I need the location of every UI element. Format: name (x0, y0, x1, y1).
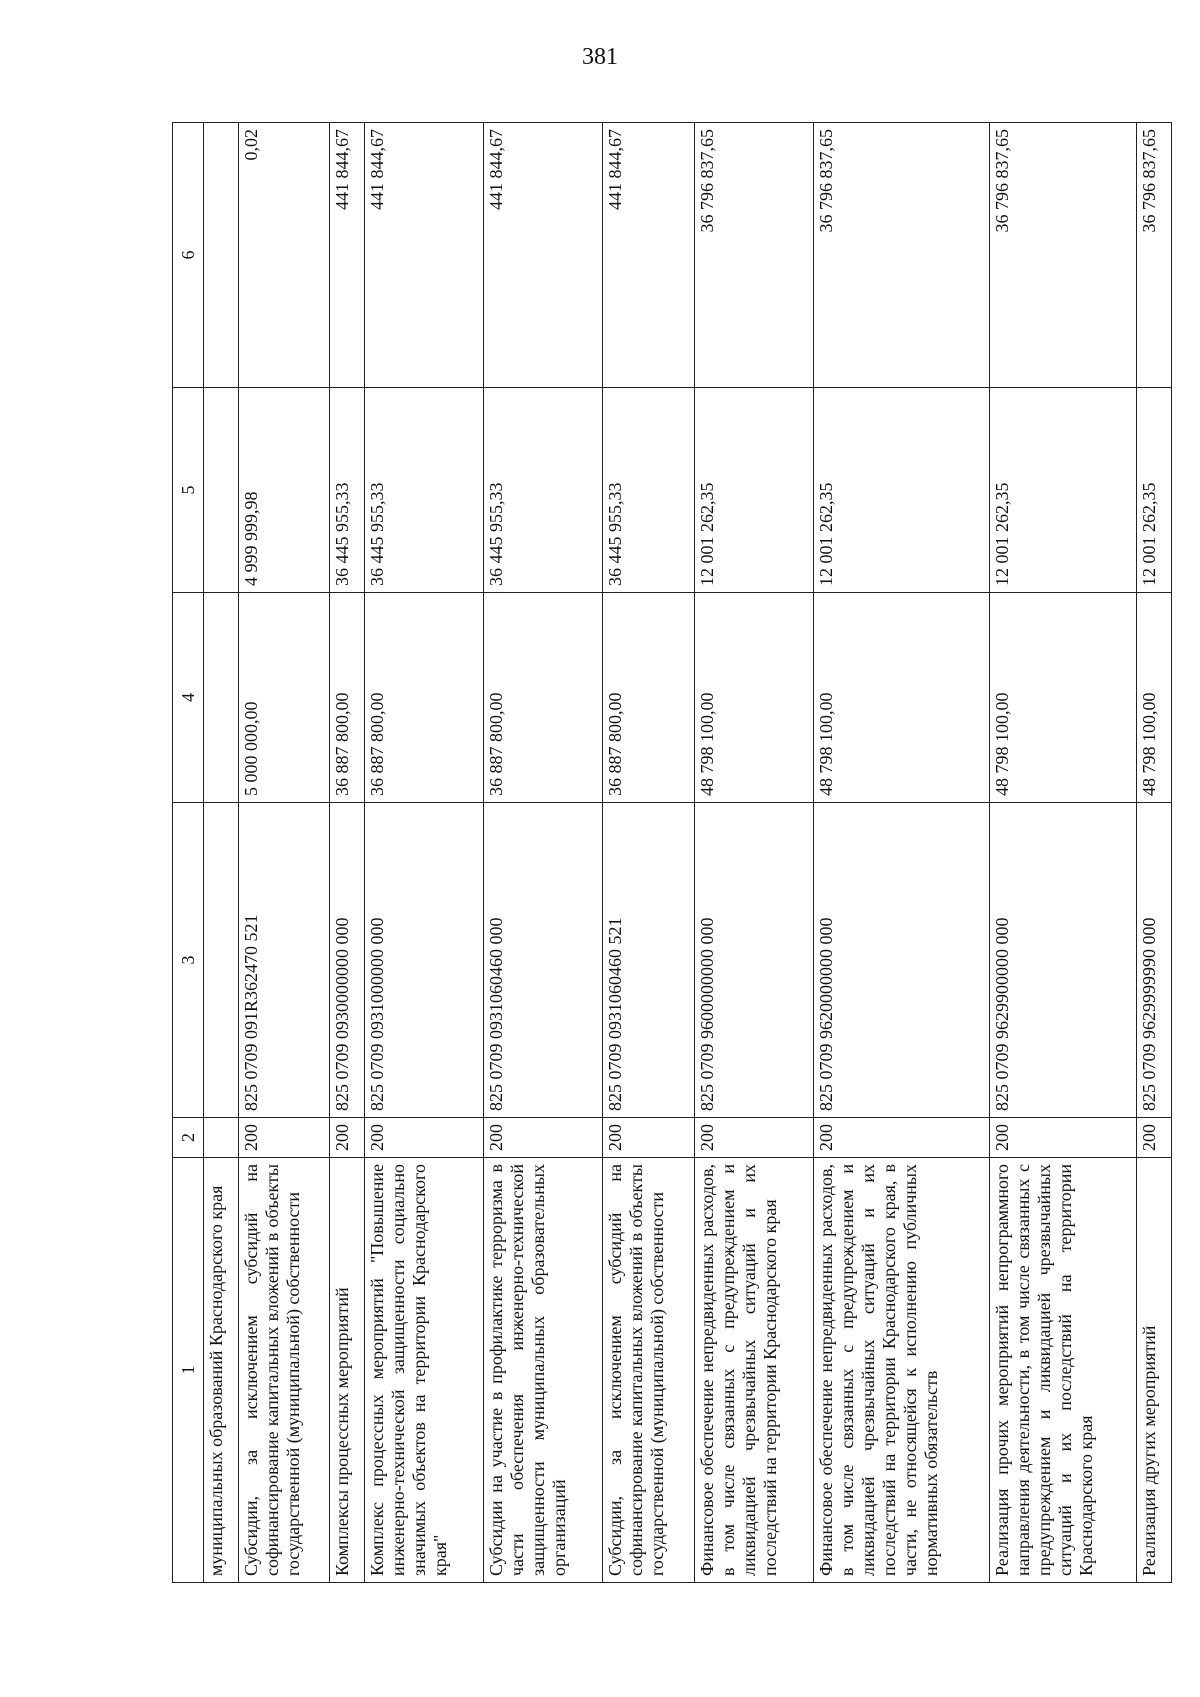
column-header: 4 (173, 593, 204, 803)
row-classification-cell: 825 0709 0931060460 521 (603, 803, 694, 1118)
row-col4-cell: 36 887 800,00 (364, 593, 483, 803)
row-col5-cell: 12 001 262,35 (813, 388, 989, 593)
row-col6-cell: 36 796 837,65 (813, 123, 989, 388)
table-row (330, 123, 365, 1583)
row-classification-cell: 825 0709 0930000000 000 (330, 803, 365, 1118)
column-header: 5 (173, 388, 204, 593)
row-col5-cell: 36 445 955,33 (484, 388, 603, 593)
row-code-cell: 200 (238, 1118, 329, 1158)
row-col6-cell: 441 844,67 (603, 123, 694, 388)
row-col6-cell: 36 796 837,65 (989, 123, 1136, 388)
row-col5-cell: 12 001 262,35 (989, 388, 1136, 593)
row-code-cell: 200 (484, 1118, 603, 1158)
table-row (603, 123, 694, 1583)
row-col5-cell: 12 001 262,35 (694, 388, 813, 593)
table-row (484, 123, 603, 1583)
row-col5-cell (204, 388, 239, 593)
row-classification-cell: 825 0709 9629999990 000 (1137, 803, 1172, 1118)
row-name-cell: Субсидии, за исключением субсидий на софинансирование капитальных вложений в объекты государственной (муниципальной) собственности (238, 1158, 329, 1583)
table-row (204, 123, 239, 1583)
row-code-cell: 200 (989, 1118, 1136, 1158)
row-col6-cell: 36 796 837,65 (1137, 123, 1172, 388)
row-col4-cell (204, 593, 239, 803)
budget-table (172, 122, 1172, 1583)
row-name-cell: Комплексы процессных мероприятий (330, 1158, 365, 1583)
row-code-cell: 200 (364, 1118, 483, 1158)
row-col5-cell: 4 999 999,98 (238, 388, 329, 593)
row-col5-cell: 36 445 955,33 (330, 388, 365, 593)
table-row (989, 123, 1136, 1583)
table-body (204, 123, 1172, 1583)
row-name-cell: Реализация прочих мероприятий непрограммного направления деятельности, в том числе связанных с предупреждением и ликвидацией чрезвычайных ситуаций и их последствий на территории Краснодарского края (989, 1158, 1136, 1583)
row-code-cell: 200 (603, 1118, 694, 1158)
row-classification-cell: 825 0709 0931000000 000 (364, 803, 483, 1118)
row-classification-cell: 825 0709 9629900000 000 (989, 803, 1136, 1118)
row-code-cell: 200 (694, 1118, 813, 1158)
row-col4-cell: 48 798 100,00 (694, 593, 813, 803)
row-col6-cell: 0,02 (238, 123, 329, 388)
table-row (364, 123, 483, 1583)
row-name-cell: Субсидии, за исключением субсидий на софинансирование капитальных вложений в объекты государственной (муниципальной) собственности (603, 1158, 694, 1583)
page-number: 381 (582, 44, 618, 70)
row-name-cell: муниципальных образований Краснодарского края (204, 1158, 239, 1583)
header-row (173, 123, 204, 1583)
row-col5-cell: 12 001 262,35 (1137, 388, 1172, 593)
row-col4-cell: 36 887 800,00 (330, 593, 365, 803)
table-row (813, 123, 989, 1583)
table-row (694, 123, 813, 1583)
column-header: 6 (173, 123, 204, 388)
column-header: 3 (173, 803, 204, 1118)
row-col6-cell (204, 123, 239, 388)
column-header: 2 (173, 1118, 204, 1158)
row-code-cell: 200 (813, 1118, 989, 1158)
row-classification-cell: 825 0709 9620000000 000 (813, 803, 989, 1118)
row-classification-cell: 825 0709 9600000000 000 (694, 803, 813, 1118)
table-row (238, 123, 329, 1583)
row-code-cell: 200 (1137, 1118, 1172, 1158)
row-name-cell: Реализация других мероприятий (1137, 1158, 1172, 1583)
row-col4-cell: 48 798 100,00 (989, 593, 1136, 803)
row-col4-cell: 48 798 100,00 (813, 593, 989, 803)
row-name-cell: Субсидии на участие в профилактике терроризма в части обеспечения инженерно-технической защищенности муниципальных образовательных организаций (484, 1158, 603, 1583)
row-col6-cell: 36 796 837,65 (694, 123, 813, 388)
row-col6-cell: 441 844,67 (330, 123, 365, 388)
rotated-table-container (172, 123, 1172, 1583)
row-col4-cell: 5 000 000,00 (238, 593, 329, 803)
row-code-cell: 200 (330, 1118, 365, 1158)
table-row (1137, 123, 1172, 1583)
row-col5-cell: 36 445 955,33 (603, 388, 694, 593)
row-col4-cell: 48 798 100,00 (1137, 593, 1172, 803)
row-col5-cell: 36 445 955,33 (364, 388, 483, 593)
column-header: 1 (173, 1158, 204, 1583)
row-col6-cell: 441 844,67 (364, 123, 483, 388)
row-classification-cell (204, 803, 239, 1118)
row-col4-cell: 36 887 800,00 (603, 593, 694, 803)
row-classification-cell: 825 0709 091R362470 521 (238, 803, 329, 1118)
row-name-cell: Финансовое обеспечение непредвиденных расходов, в том числе связанных с предупреждением и ликвидацией чрезвычайных ситуаций и их последствий на территории Краснодарского края (694, 1158, 813, 1583)
row-name-cell: Финансовое обеспечение непредвиденных расходов, в том числе связанных с предупреждением и ликвидацией чрезвычайных ситуаций и их последствий на территории Краснодарского края, в части, не относящейся к исполнению публичных нормативных обязательств (813, 1158, 989, 1583)
row-col4-cell: 36 887 800,00 (484, 593, 603, 803)
row-col6-cell: 441 844,67 (484, 123, 603, 388)
row-name-cell: Комплекс процессных мероприятий "Повышение инженерно-технической защищенности социально значимых объектов на территории Краснодарского края" (364, 1158, 483, 1583)
row-code-cell (204, 1118, 239, 1158)
row-classification-cell: 825 0709 0931060460 000 (484, 803, 603, 1118)
